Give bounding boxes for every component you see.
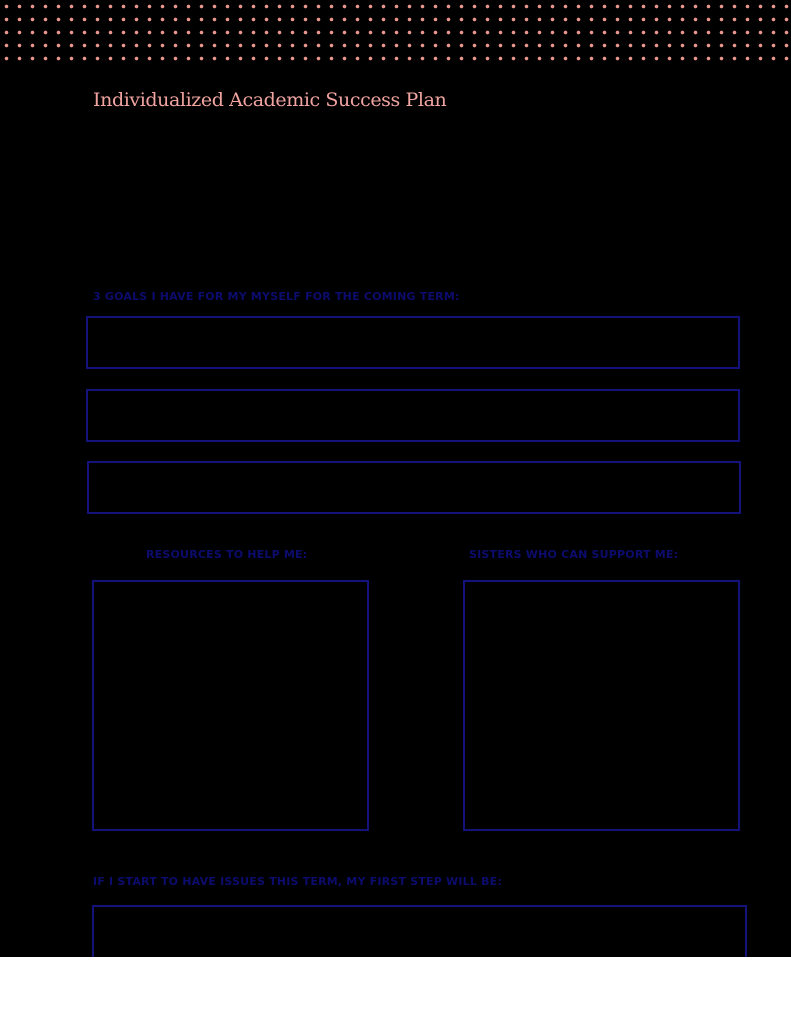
resources-field[interactable] <box>92 580 369 831</box>
issues-label: IF I START TO HAVE ISSUES THIS TERM, MY FIRST STEP WILL BE: <box>93 875 502 888</box>
goal-2-field[interactable] <box>86 389 740 442</box>
resources-label: RESOURCES TO HELP ME: <box>146 548 308 561</box>
goal-1-field[interactable] <box>86 316 740 369</box>
page-title: Individualized Academic Success Plan <box>93 89 447 111</box>
goal-3-field[interactable] <box>87 461 741 514</box>
polka-dot-banner <box>0 0 791 68</box>
first-step-field[interactable] <box>92 905 747 957</box>
goals-label: 3 GOALS I HAVE FOR MY MYSELF FOR THE COMING TERM: <box>93 290 460 303</box>
sisters-label: SISTERS WHO CAN SUPPORT ME: <box>469 548 679 561</box>
sisters-field[interactable] <box>463 580 740 831</box>
